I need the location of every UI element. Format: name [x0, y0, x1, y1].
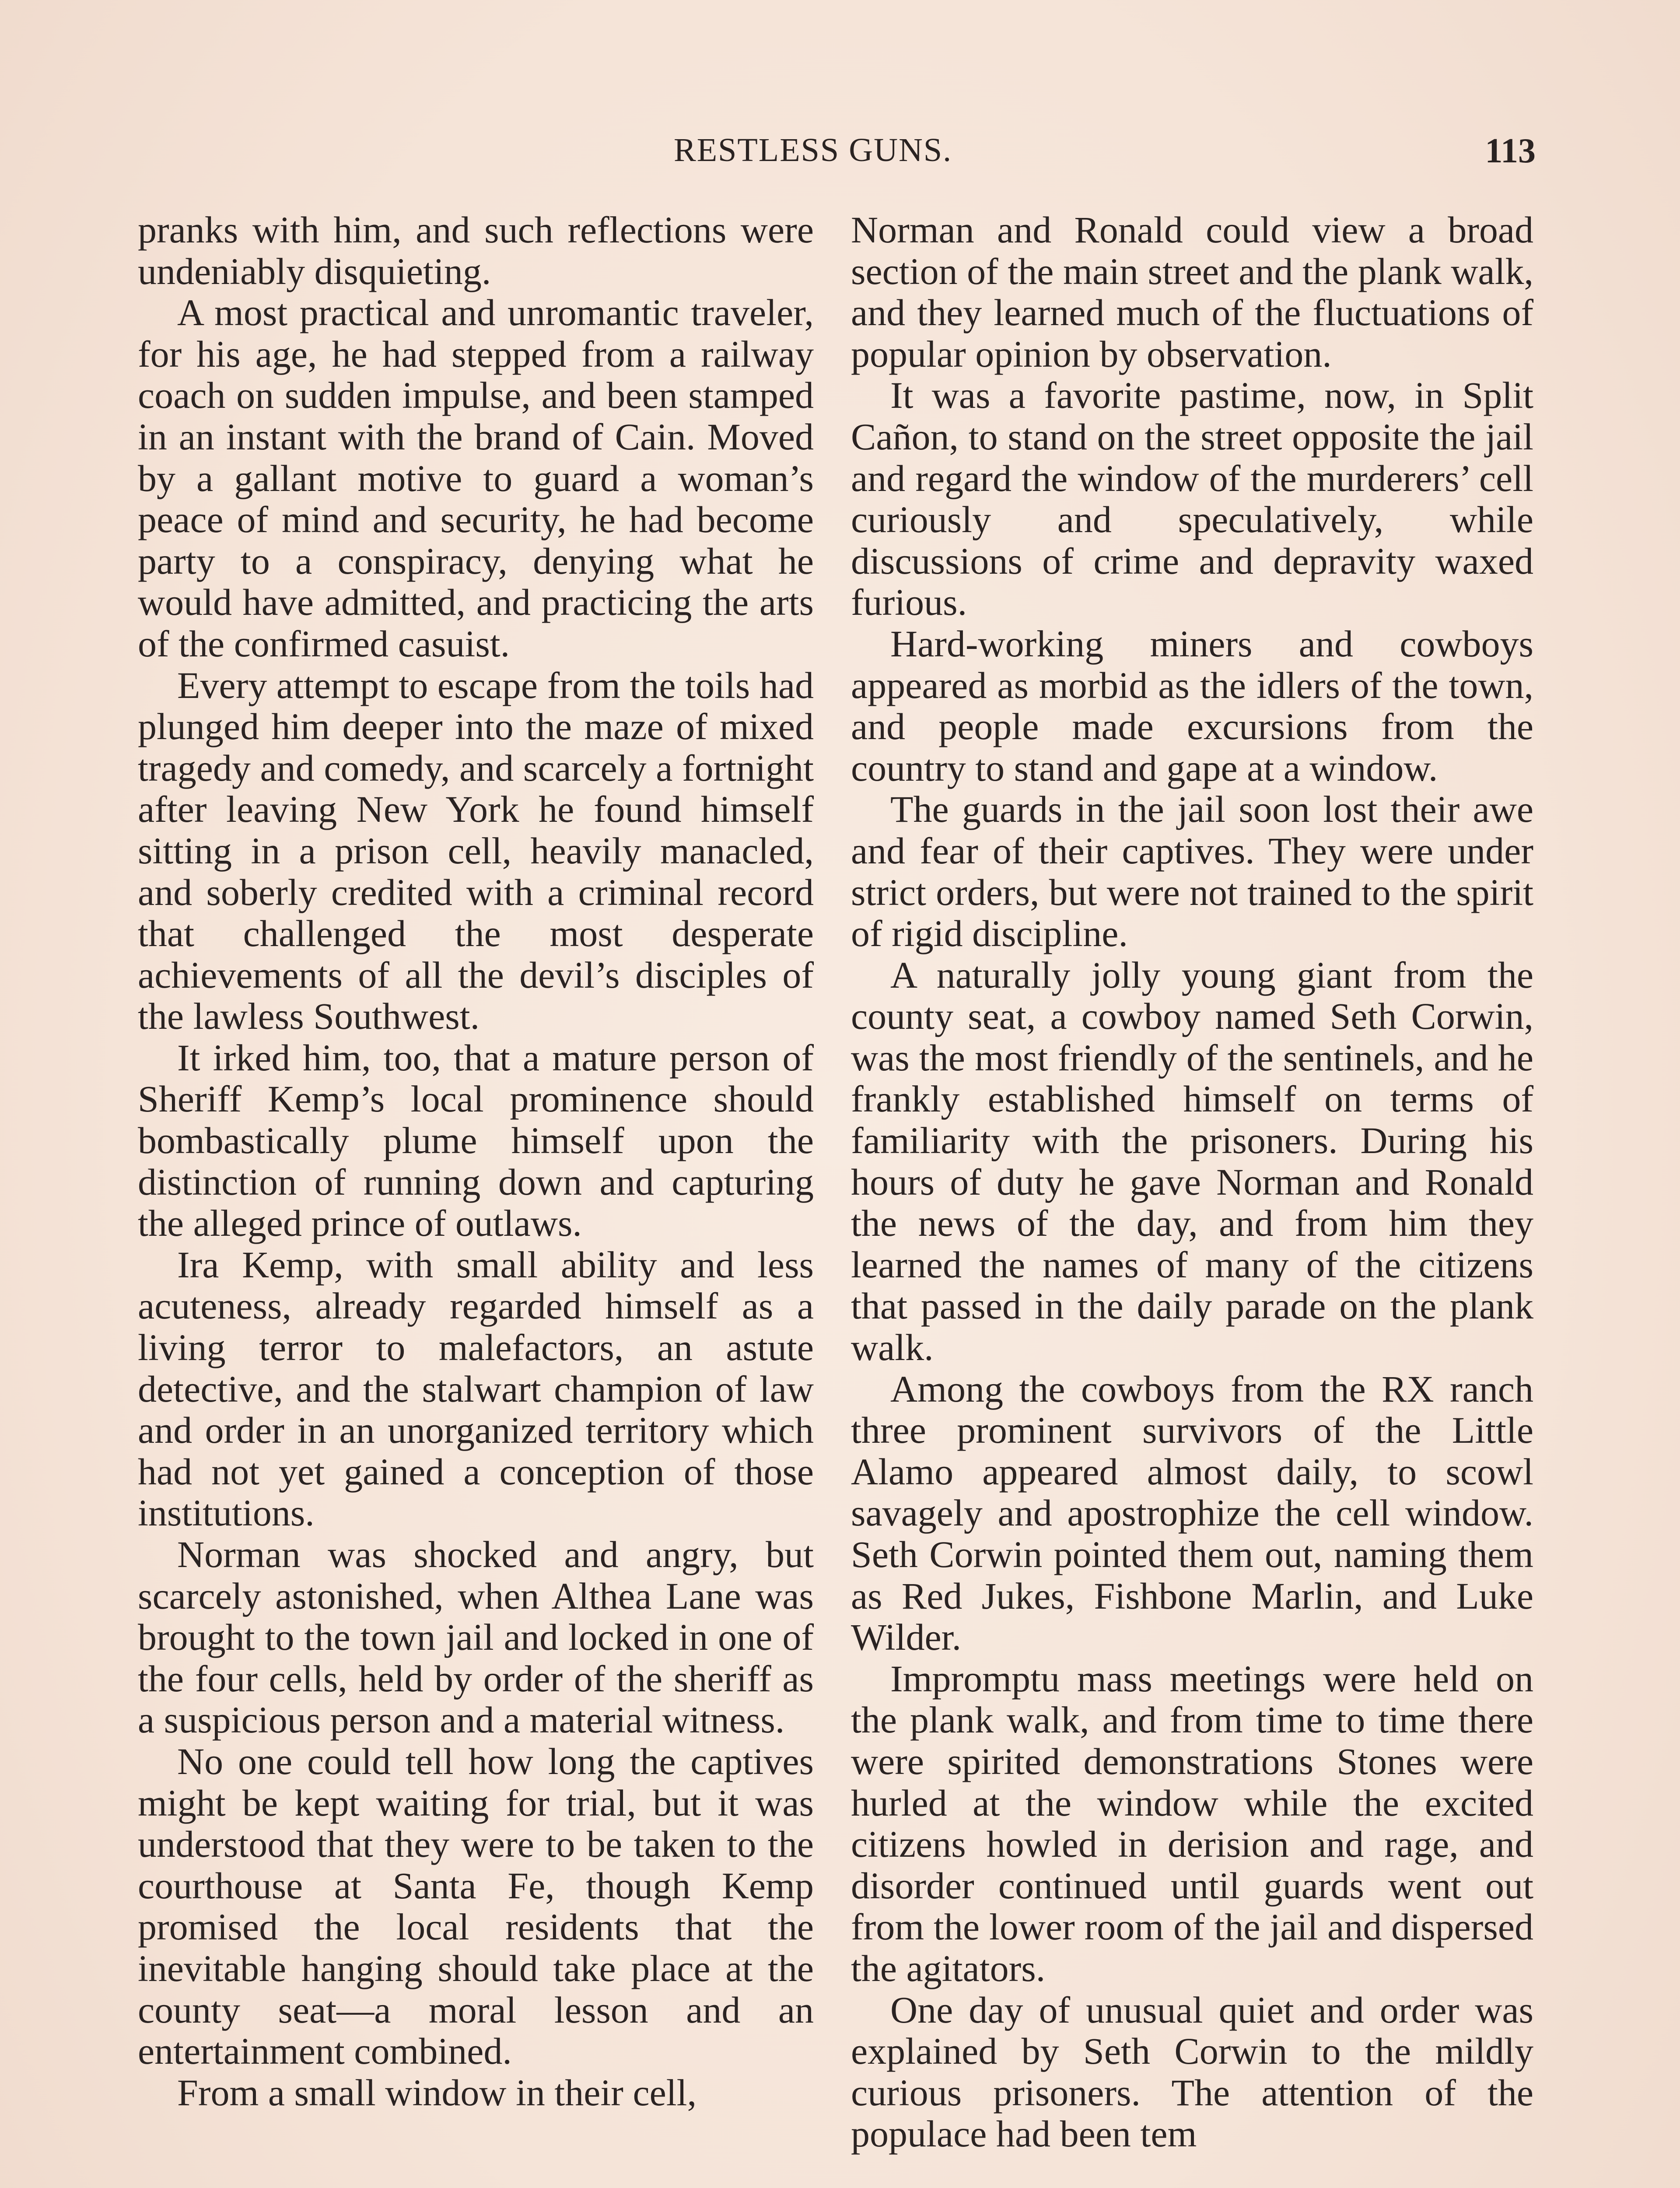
paragraph: Among the cowboys from the RX ranch three prominent survivors of the Little Alamo appeared almost daily, to scowl savagely and apostrophize the cell window. Seth Corwin pointed them out, naming them as Red Jukes, Fishbone Marlin, and Luke Wilder. — [851, 1368, 1533, 1659]
paragraph: Norman was shocked and angry, but scarcely astonished, when Althea Lane was brought to the town jail and locked in one of the four cells, held by order of the sheriff as a suspicious person and a material witness. — [138, 1533, 814, 1741]
paragraph: One day of unusual quiet and order was explained by Seth Corwin to the mildly curious prisoners. The attention of the populace had been tem — [851, 1988, 1533, 2155]
paragraph: Norman and Ronald could view a broad section of the main street and the plank walk, and they learned much of the fluctuations of popular opinion by observation. — [851, 209, 1533, 375]
paragraph: No one could tell how long the captives might be kept waiting for trial, but it was understood that they were to be taken to the courthouse at Santa Fe, though Kemp promised the local residents that the inevitable hanging should take place at the county seat—a moral lesson and an entertainment combined. — [138, 1740, 814, 2072]
running-title: RESTLESS GUNS. — [674, 132, 952, 168]
paragraph: It was a favorite pastime, now, in Split Cañon, to stand on the street opposite the jail and regard the window of the murderers’ cell curiously and speculatively, while discussions of crime and depravity waxed furious. — [851, 374, 1533, 624]
left-column — [138, 209, 814, 2113]
paragraph: Hard-working miners and cowboys appeared as morbid as the idlers of the town, and people made excursions from the country to stand and gape at a window. — [851, 622, 1533, 789]
paragraph: A most practical and unromantic traveler, for his age, he had stepped from a railway coach on sudden impulse, and been stamped in an instant with the brand of Cain. Moved by a gallant motive to guard a woman’s peace of mind and security, he had become party to a conspiracy, denying what he would have admitted, and practicing the arts of the confirmed casuist. — [138, 291, 814, 665]
paragraph: It irked him, too, that a mature person of Sheriff Kemp’s local prominence should bombastically plume himself upon the distinction of running down and capturing the alleged prince of outlaws. — [138, 1036, 814, 1245]
right-column — [851, 209, 1533, 2155]
paragraph: A naturally jolly young giant from the county seat, a cowboy named Seth Corwin, was the most friendly of the sentinels, and he frankly established himself on terms of familiarity with the prisoners. During his hours of duty he gave Norman and Ronald the news of the day, and from him they learned the names of many of the citizens that passed in the daily parade on the plank walk. — [851, 954, 1533, 1369]
paragraph: Ira Kemp, with small ability and less acuteness, already regarded himself as a living terror to malefactors, an astute detective, and the stalwart champion of law and order in an unorganized territory which had not yet gained a conception of those institutions. — [138, 1243, 814, 1534]
paragraph: From a small window in their cell, — [177, 2071, 697, 2114]
paragraph: The guards in the jail soon lost their awe and fear of their captives. They were under strict orders, but were not trained to the spirit of rigid discipline. — [851, 788, 1533, 955]
page-number: 113 — [1485, 132, 1536, 170]
paragraph: pranks with him, and such reflections were undeniably disquieting. — [138, 209, 814, 292]
paragraph: Every attempt to escape from the toils had plunged him deeper into the maze of mixed tragedy and comedy, and scarcely a fortnight after leaving New York he found himself sitting in a prison cell, heavily manacled, and soberly credited with a criminal record that challenged the most desperate achievements of all the devil’s disciples of the lawless Southwest. — [138, 664, 814, 1038]
paragraph: Impromptu mass meetings were held on the plank walk, and from time to time there were spirited demonstrations Stones were hurled at the window while the excited citizens howled in derision and rage, and disorder continued until guards went out from the lower room of the jail and dispersed the agitators. — [851, 1657, 1533, 1989]
